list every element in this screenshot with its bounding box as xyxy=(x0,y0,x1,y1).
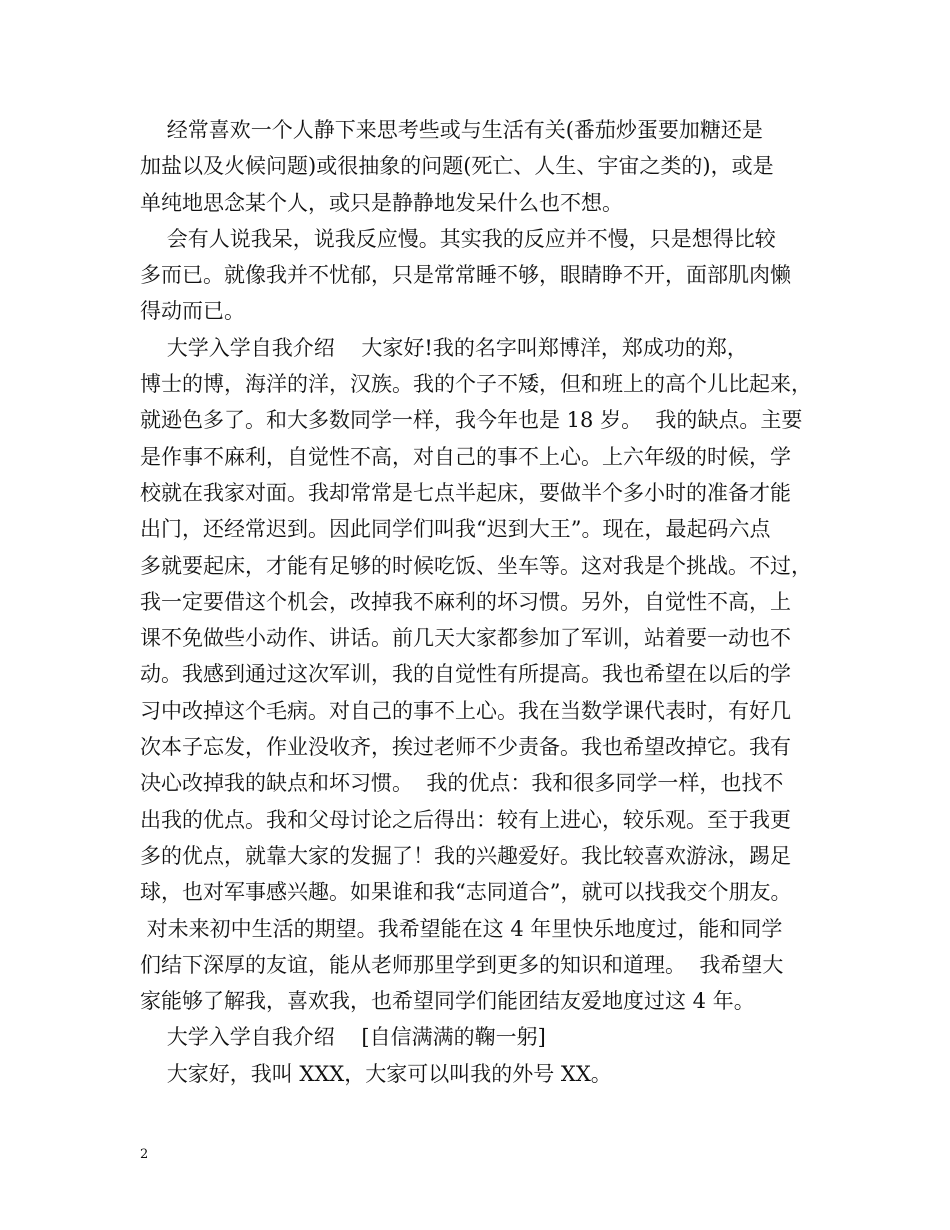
text-line: 多就要起床，才能有足够的时候吃饭、坐车等。这对我是个挑战。不过， xyxy=(140,553,812,578)
text-line: 是作事不麻利，自觉性不高，对自己的事不上心。上六年级的时候，学 xyxy=(140,444,791,469)
text-line: 我一定要借这个机会，改掉我不麻利的坏习惯。另外，自觉性不高，上 xyxy=(140,589,791,614)
text-line: 家能够了解我，喜欢我，也希望同学们能团结友爱地度过这 4 年。 xyxy=(140,989,755,1014)
text-line: 决心改掉我的缺点和坏习惯。 我的优点：我和很多同学一样，也找不 xyxy=(140,771,784,796)
text-line: 课不免做些小动作、讲话。前几天大家都参加了军训，站着要一动也不 xyxy=(140,626,791,651)
text-line: 会有人说我呆，说我反应慢。其实我的反应并不慢，只是想得比较 xyxy=(140,226,776,251)
text-line: 经常喜欢一个人静下来思考些或与生活有关(番茄炒蛋要加糖还是 xyxy=(140,118,763,142)
text-line: 球，也对军事感兴趣。如果谁和我“志同道合”，就可以找我交个朋友。 xyxy=(140,880,792,905)
text-line: 动。我感到通过这次军训，我的自觉性有所提高。我也希望在以后的学 xyxy=(140,662,791,687)
text-line: 加盐以及火候问题)或很抽象的问题(死亡、人生、宇宙之类的)，或是 xyxy=(140,154,774,179)
text-line: 出门，还经常迟到。因此同学们叫我“迟到大王”。现在，最起码六点 xyxy=(140,517,771,542)
text-line: 单纯地思念某个人，或只是静静地发呆什么也不想。 xyxy=(140,190,623,215)
text-line: 大学入学自我介绍 [自信满满的鞠一躬] xyxy=(140,1025,546,1050)
text-line: 大学入学自我介绍 大家好!我的名字叫郑博洋，郑成功的郑， xyxy=(140,335,748,360)
text-line: 校就在我家对面。我却常常是七点半起床，要做半个多小时的准备才能 xyxy=(140,480,791,505)
text-line: 就逊色多了。和大多数同学一样，我今年也是 18 岁。 我的缺点。主要 xyxy=(140,408,803,433)
text-line: 次本子忘发，作业没收齐，挨过老师不少责备。我也希望改掉它。我有 xyxy=(140,735,791,760)
text-line: 们结下深厚的友谊，能从老师那里学到更多的知识和道理。 我希望大 xyxy=(140,952,784,977)
text-line: 得动而已。 xyxy=(140,299,245,324)
page-number: 2 xyxy=(140,1147,149,1162)
text-line: 习中改掉这个毛病。对自己的事不上心。我在当数学课代表时，有好几 xyxy=(140,698,791,723)
text-line: 对未来初中生活的期望。我希望能在这 4 年里快乐地度过，能和同学 xyxy=(140,916,783,941)
document-body xyxy=(140,112,828,1092)
text-line: 博士的博，海洋的洋，汉族。我的个子不矮，但和班上的高个儿比起来， xyxy=(140,372,812,397)
text-line: 出我的优点。我和父母讨论之后得出：较有上进心，较乐观。至于我更 xyxy=(140,807,791,832)
text-line: 多的优点，就靠大家的发掘了！我的兴趣爱好。我比较喜欢游泳，踢足 xyxy=(140,843,791,868)
text-line: 多而已。就像我并不忧郁，只是常常睡不够，眼睛睁不开，面部肌肉懒 xyxy=(140,263,791,288)
text-line: 大家好，我叫 XXX，大家可以叫我的外号 XX。 xyxy=(140,1061,612,1086)
